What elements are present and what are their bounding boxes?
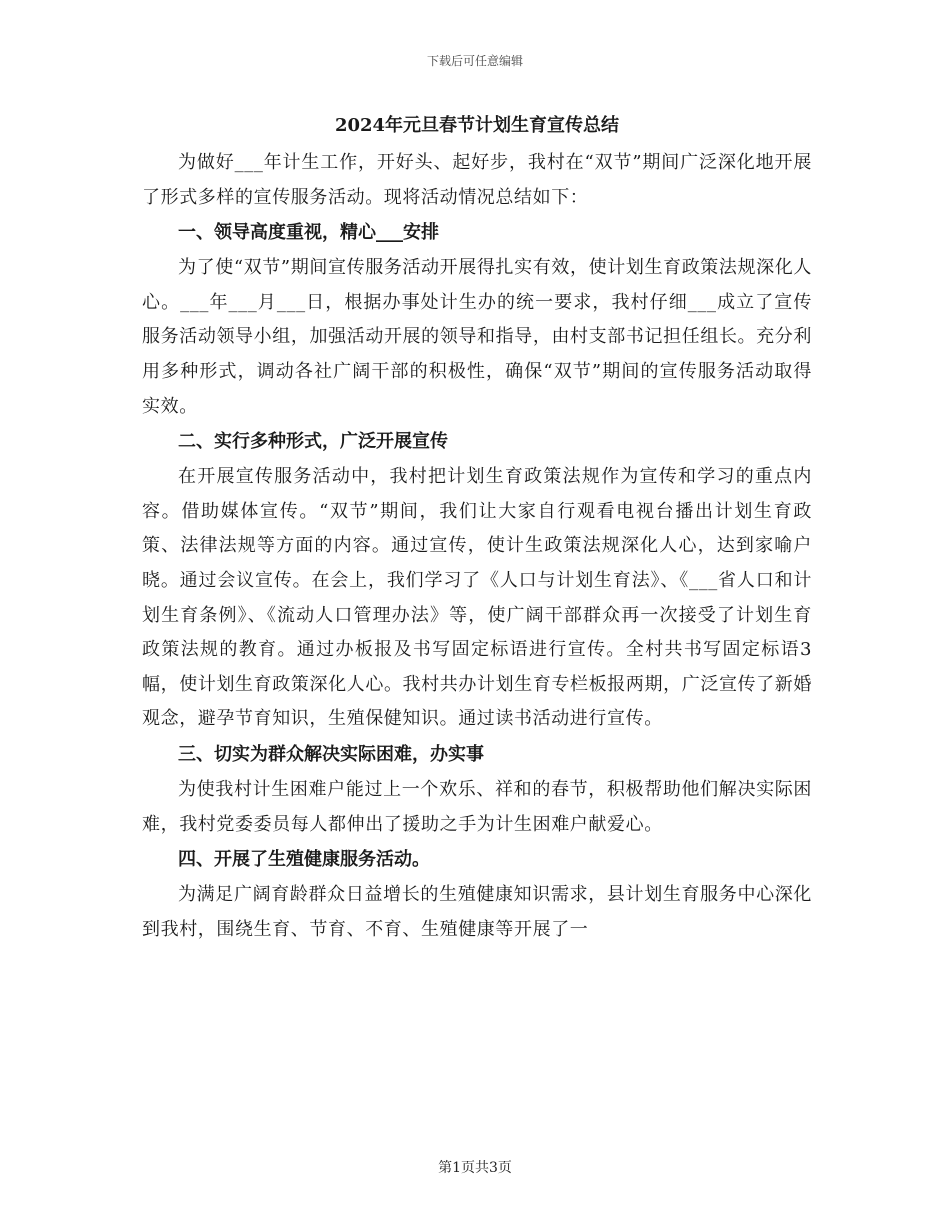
section-heading-3: 三、切实为群众解决实际困难，办实事 <box>178 743 484 765</box>
intro-paragraph: 为做好___年计生工作，开好头、起好步，我村在“双节”期间广泛深化地开展了形式多样的宣传服务活动。现将活动情况总结如下： <box>142 152 812 208</box>
document-body <box>142 106 812 947</box>
section-heading-1: 一、领导高度重视，精心___安排 <box>178 222 439 244</box>
section-1-paragraph: 为了使“双节”期间宣传服务活动开展得扎实有效，使计划生育政策法规深化人心。___年___月___日，根据办事处计生办的统一要求，我村仔细___成立了宣传服务活动领导小组，加强活动开展的领导和指导，由村支部书记担任组长。充分利用多种形式，调动各社广阔干部的积极性，确保“双节”期间的宣传服务活动取得实效。 <box>142 257 812 417</box>
document-title: 2024年元旦春节计划生育宣传总结 <box>334 115 620 136</box>
section-4-paragraph: 为满足广阔育龄群众日益增长的生殖健康知识需求，县计划生育服务中心深化到我村，围绕生育、节育、不育、生殖健康等开展了一 <box>142 884 812 940</box>
section-heading-2: 二、实行多种形式，广泛开展宣传 <box>178 431 448 453</box>
section-2-paragraph: 在开展宣传服务活动中，我村把计划生育政策法规作为宣传和学习的重点内容。借助媒体宣传。“双节”期间，我们让大家自行观看电视台播出计划生育政策、法律法规等方面的内容。通过宣传，使计生政策法规深化人心，达到家喻户晓。通过会议宣传。在会上，我们学习了《人口与计划生育法》、《___省人口和计划生育条例》、《流动人口管理办法》等，使广阔干部群众再一次接受了计划生育政策法规的教育。通过办板报及书写固定标语进行宣传。全村共书写固定标语3幅，使计划生育政策深化人心。我村共办计划生育专栏板报两期，广泛宣传了新婚观念，避孕节育知识，生殖保健知识。通过读书活动进行宣传。 <box>142 466 812 730</box>
page-footer: 第1页共3页 <box>438 1160 512 1176</box>
section-3-paragraph: 为使我村计生困难户能过上一个欢乐、祥和的春节，积极帮助他们解决实际困难，我村党委委员每人都伸出了援助之手为计生困难户献爱心。 <box>142 778 812 835</box>
download-note: 下载后可任意编辑 <box>426 54 523 68</box>
section-heading-4: 四、开展了生殖健康服务活动。 <box>178 849 430 871</box>
